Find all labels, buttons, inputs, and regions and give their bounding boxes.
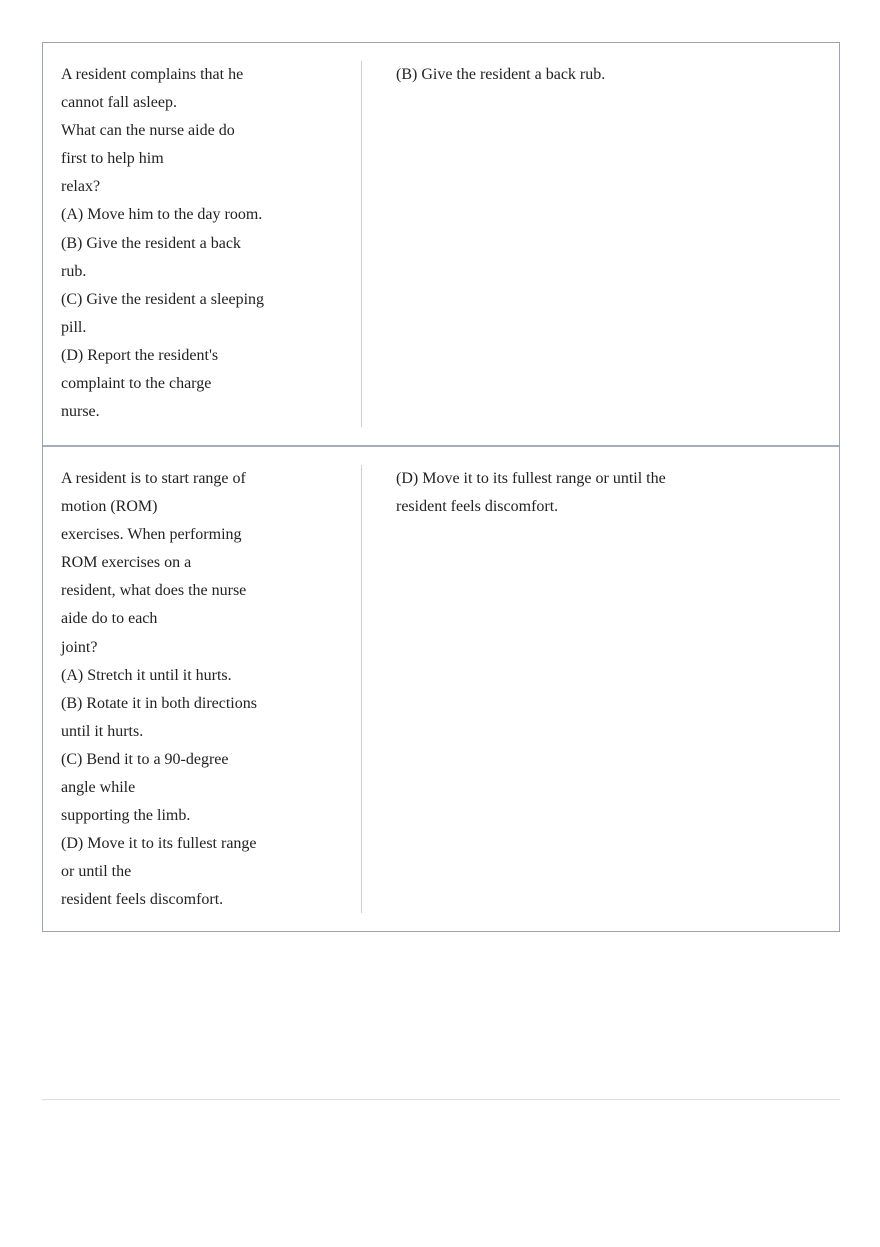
footer-divider [42, 1099, 840, 1100]
question-line: exercises. When performing [61, 526, 242, 544]
answer-line: (D) Move it to its fullest range or until the [396, 470, 666, 487]
answer-line: resident feels discomfort. [396, 498, 559, 516]
card-1-question [61, 61, 362, 427]
question-line: ROM exercises on a [61, 554, 192, 572]
question-line: aide do to each [61, 610, 158, 628]
flashcard-2 [43, 445, 839, 931]
option-line: angle while [61, 779, 136, 797]
question-line: A resident is to start range of [61, 470, 246, 487]
option-line: complaint to the charge [61, 375, 212, 393]
card-2-answer [362, 465, 726, 913]
question-line: resident, what does the nurse [61, 582, 247, 600]
option-line: (B) Rotate it in both directions [61, 694, 257, 712]
option-line: resident feels discomfort. [61, 891, 224, 909]
option-line: pill. [61, 318, 87, 336]
option-line: (B) Give the resident a back [61, 234, 241, 252]
option-line: until it hurts. [61, 722, 144, 740]
answer-line: (B) Give the resident a back rub. [396, 66, 606, 83]
option-line: rub. [61, 262, 87, 280]
option-line: (D) Move it to its fullest range [61, 835, 257, 853]
question-line: motion (ROM) [61, 498, 158, 516]
flashcard-1 [43, 43, 839, 445]
option-line: or until the [61, 863, 132, 881]
question-line: A resident complains that he [61, 66, 244, 83]
question-line: joint? [61, 638, 98, 656]
card-1-answer [362, 61, 726, 427]
flashcard-list [42, 42, 840, 932]
option-line: supporting the limb. [61, 807, 191, 825]
option-line: (C) Give the resident a sleeping [61, 290, 265, 308]
option-line: nurse. [61, 403, 100, 421]
option-line: (C) Bend it to a 90-degree [61, 750, 229, 768]
option-line: (A) Stretch it until it hurts. [61, 666, 232, 684]
option-line: (A) Move him to the day room. [61, 206, 263, 224]
question-line: What can the nurse aide do [61, 122, 235, 140]
option-line: (D) Report the resident's [61, 346, 219, 364]
question-line: first to help him [61, 150, 164, 168]
question-line: relax? [61, 178, 101, 196]
question-line: cannot fall asleep. [61, 94, 177, 112]
card-2-question [61, 465, 362, 913]
